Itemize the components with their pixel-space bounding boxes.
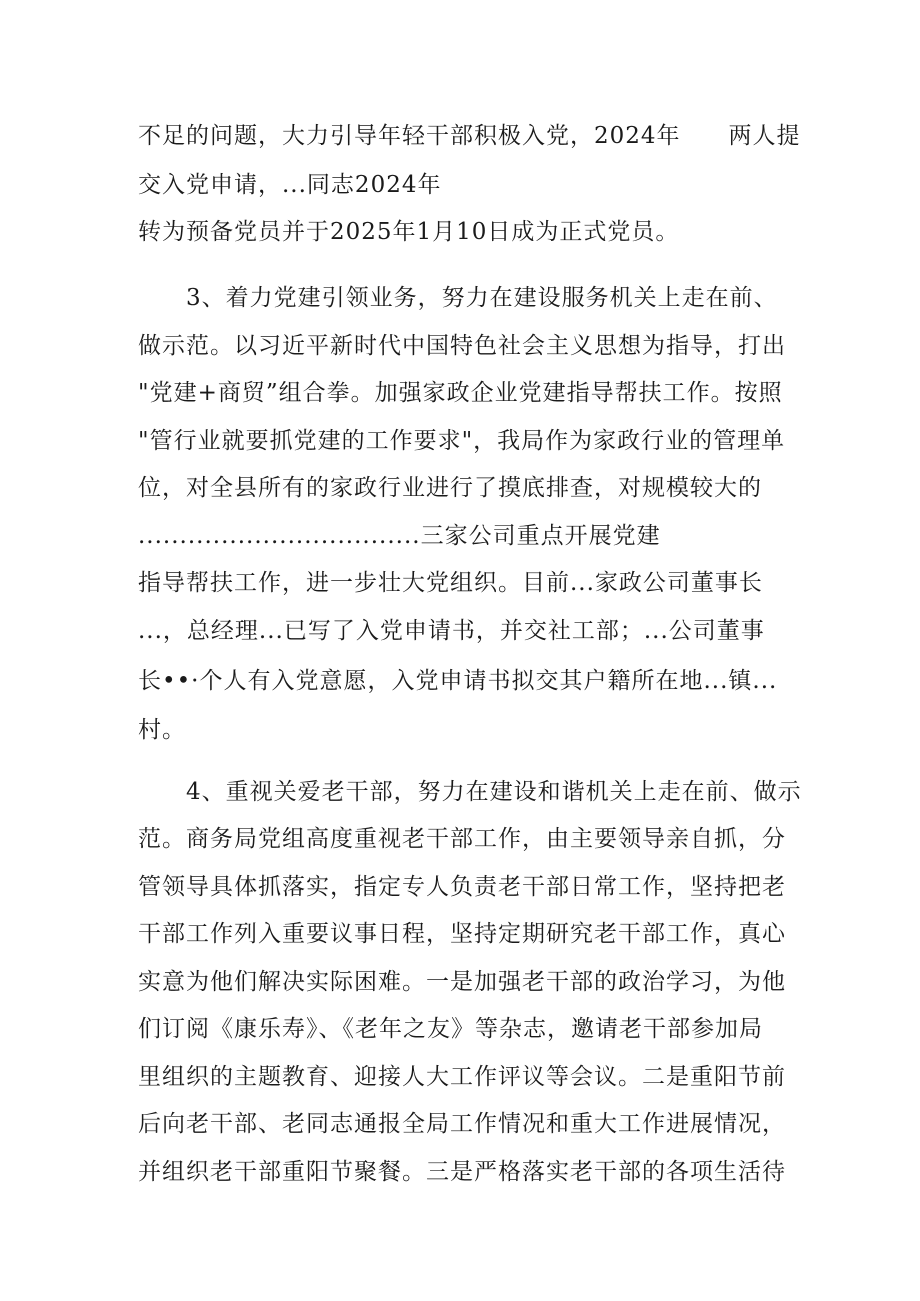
text-line: 交入党申请，...同志2024年 — [138, 172, 442, 198]
text-line: 村。 — [138, 717, 186, 743]
text-line: 位，对全县所有的家政行业进行了摸底排查，对规模较大的 — [138, 475, 762, 501]
text-line: 范。商务局党组高度重视老干部工作，由主要领导亲自抓，分 — [138, 826, 786, 852]
text-line: 里组织的主题教育、迎接人大工作评议等会议。二是重阳节前 — [138, 1064, 786, 1090]
text-line: 转为预备党员并于2025年1月10日成为正式党员。 — [138, 219, 680, 245]
text-line: 干部工作列入重要议事日程，坚持定期研究老干部工作，真心 — [138, 921, 786, 947]
text-line: 指导帮扶工作，进一步壮大党组织。目前...家政公司董事长 — [138, 570, 763, 596]
text-line: 后向老干部、老同志通报全局工作情况和重大工作进展情况， — [138, 1111, 786, 1137]
text-line: 实意为他们解决实际困难。一是加强老干部的政治学习，为他 — [138, 969, 786, 995]
text-line: ...，总经理...已写了入党申请书，并交社工部；...公司董事 — [138, 618, 765, 644]
text-line: 做示范。以习近平新时代中国特色社会主义思想为指导，打出 — [138, 333, 786, 359]
text-line: ..................................三家公司重点开展党建 — [138, 523, 661, 549]
text-line: 并组织老干部重阳节聚餐。三是严格落实老干部的各项生活待 — [138, 1159, 786, 1185]
paragraph-3-heading-line: 3、着力党建引领业务，努力在建设服务机关上走在前、 — [186, 285, 778, 311]
text-line: "管行业就要抓党建的工作要求"，我局作为家政行业的管理单 — [138, 428, 786, 454]
paragraph-4-heading-line: 4、重视关爱老干部，努力在建设和谐机关上走在前、做示 — [186, 779, 802, 805]
text-line: 们订阅《康乐寿》、《老年之友》等杂志，邀请老干部参加局 — [138, 1016, 763, 1042]
text-line: 不足的问题，大力引导年轻干部积极入党，2024年 两人提 — [138, 123, 801, 149]
text-line: 管领导具体抓落实，指定专人负责老干部日常工作，坚持把老 — [138, 874, 786, 900]
text-line: "党建+商贸”组合拳。加强家政企业党建指导帮扶工作。按照 — [138, 380, 783, 406]
text-line: 长••·个人有入党意愿，入党申请书拟交其户籍所在地...镇... — [138, 668, 778, 694]
